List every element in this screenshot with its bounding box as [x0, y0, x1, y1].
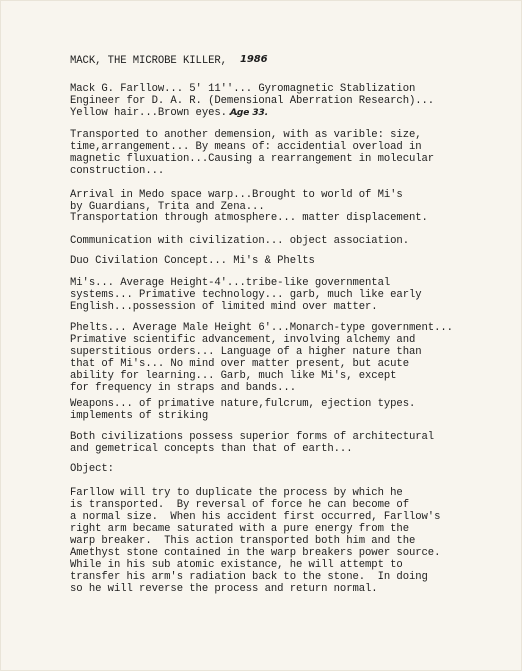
paragraph-2-line-2: time,arrangement... By means of: accidential overload in	[70, 141, 422, 153]
paragraph-8-line-1: Phelts... Average Male Height 6'...Monarch-type government...	[70, 322, 453, 334]
paragraph-12-line-3: a normal size. When his accident first occurred, Farllow's	[70, 511, 441, 523]
paragraph-9-line-2: implements of striking	[70, 410, 209, 422]
paragraph-7-line-2: systems... Primative technology... garb, much like early	[70, 289, 422, 301]
handwritten-age: Age 33.	[230, 108, 269, 118]
paragraph-10-line-1: Both civilizations possess superior forms of architectural	[70, 431, 435, 443]
paragraph-2-line-1: Transported to another demension, with as varible: size,	[70, 129, 422, 141]
paragraph-2-line-4: construction...	[70, 165, 165, 177]
paragraph-7-line-1: Mi's... Average Height-4'...tribe-like governmental	[70, 277, 391, 289]
paragraph-8-line-2: Primative scientific advancement, involving alchemy and	[70, 334, 416, 346]
paragraph-1-line-2: Engineer for D. A. R. (Demensional Aberration Research)...	[70, 95, 435, 107]
paragraph-12-line-8: transfer his arm's radiation back to the stone. In doing	[70, 571, 428, 583]
paragraph-12-line-2: is transported. By reversal of force he can become of	[70, 499, 409, 511]
paragraph-10-line-2: and gemetrical concepts than that of earth...	[70, 443, 353, 455]
paragraph-3-line-1: Arrival in Medo space warp...Brought to world of Mi's	[70, 189, 403, 201]
paragraph-9-line-1: Weapons... of primative nature,fulcrum, ejection types.	[70, 398, 416, 410]
paragraph-7-line-3: English...possession of limited mind over matter.	[70, 301, 378, 313]
paragraph-8-line-5: ability for learning... Garb, much like Mi's, except	[70, 370, 397, 382]
paragraph-8-line-6: for frequency in straps and bands...	[70, 382, 296, 394]
paragraph-12-line-4: right arm became saturated with a pure energy from the	[70, 523, 409, 535]
paragraph-5-line-1: Communication with civilization... object association.	[70, 235, 409, 247]
paragraph-6-line-1: Duo Civilation Concept... Mi's & Phelts	[70, 255, 315, 267]
paragraph-1-line-1: Mack G. Farllow... 5' 11''... Gyromagnetic Stablization	[70, 83, 416, 95]
paragraph-2-line-3: magnetic fluxuation...Causing a rearrangement in molecular	[70, 153, 435, 165]
paragraph-12-line-1: Farllow will try to duplicate the process by which he	[70, 487, 403, 499]
paragraph-12-line-6: Amethyst stone contained in the warp breakers power source.	[70, 547, 441, 559]
paragraph-1-line-3: Yellow hair...Brown eyes...	[70, 107, 240, 119]
document-title: MACK, THE MICROBE KILLER,	[70, 55, 227, 67]
handwritten-year: 1986	[240, 54, 268, 65]
paragraph-12-line-7: While in his sub atomic existance, he will attempt to	[70, 559, 403, 571]
paragraph-4-line-1: Transportation through atmosphere... matter displacement.	[70, 212, 428, 224]
paragraph-12-line-9: so he will reverse the process and return normal.	[70, 583, 378, 595]
paragraph-8-line-4: that of Mi's... No mind over matter present, but acute	[70, 358, 409, 370]
paragraph-8-line-3: superstitious orders... Language of a higher nature than	[70, 346, 422, 358]
paragraph-3-line-2: by Guardians, Trita and Zena...	[70, 201, 265, 213]
paragraph-12-line-5: warp breaker. This action transported both him and the	[70, 535, 416, 547]
object-heading: Object:	[70, 463, 114, 475]
